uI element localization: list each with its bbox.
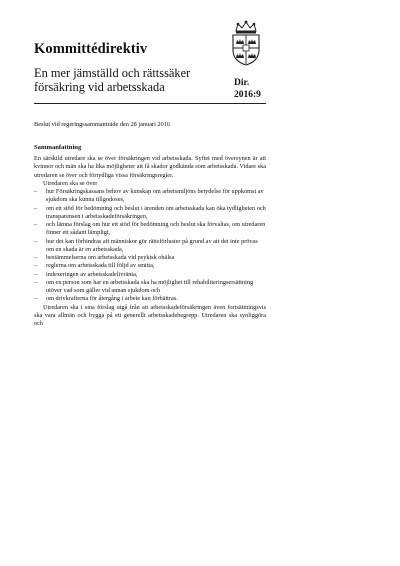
document-title: Kommittédirektiv: [34, 41, 148, 57]
bullet-dash: –: [34, 254, 38, 261]
list-item-text: om drivkrafterna för återgång i arbete kan förbättras.: [46, 295, 178, 303]
bullet-dash: –: [34, 278, 38, 286]
list-item-text: om en person som har en arbetsskada ska ha möjlighet till rehabiliteringsersättning utöver vad som gäller vid annan sjukdom och: [46, 278, 254, 294]
bullet-dash: –: [34, 204, 38, 212]
list-item-text: bestämmelserna om arbetsskada vid psykisk ohälsa: [46, 254, 175, 261]
task-list: [34, 188, 266, 304]
list-item-text: indexeringen av arbetsskadelivräntа,: [46, 270, 138, 278]
summary-heading: Sammanfattning: [34, 144, 82, 151]
bullet-dash: –: [34, 237, 38, 245]
bullet-dash: –: [34, 295, 38, 303]
closing-paragraph: Utredaren ska i sina förslag utgå från att arbetsskadeförsäkringen även fortsättningsvis ska vara allmän och bygga på ett generellt arbetsskadebegrepp. Utredaren ska synliggöra och: [34, 303, 266, 327]
list-item: [34, 295, 266, 303]
list-item-text: hur det kan förhindras att människor gör rättsförluster på grund av att det inte prövas om en skada är en arbetsskada,: [46, 237, 258, 253]
bullet-dash: –: [34, 262, 38, 270]
list-item: [34, 221, 266, 238]
list-item-text: reglerna om arbetsskada till följd av smitta,: [46, 262, 155, 270]
bullet-dash: –: [34, 270, 38, 278]
intro-paragraph: En särskild utredare ska se över försäkringen vid arbetsskada. Syftet med översynen är att kvinnor och män ska ha lika möjligheter att få skador godkända som arbetsskada. Vidare ska utredaren se över och förtydliga vissa försäkringsregler.: [34, 155, 266, 179]
header-divider: [34, 103, 266, 104]
bullet-dash: –: [34, 221, 38, 228]
list-item: [34, 254, 266, 262]
directive-label: Dir.: [234, 78, 250, 88]
list-item: [34, 279, 266, 296]
document-subtitle: En mer jämställd och rättssäker försäkring vid arbetsskada: [34, 66, 191, 94]
bullet-dash: –: [34, 188, 38, 195]
directive-number: [234, 78, 261, 101]
list-item: [34, 262, 266, 270]
decision-line: Beslut vid regeringssammanträde den 28 januari 2016: [34, 121, 171, 128]
summary-body: [34, 155, 266, 328]
task-lead: Utredaren ska se över: [43, 179, 98, 187]
swedish-government-crest-icon: [228, 20, 264, 66]
list-item: [34, 205, 266, 222]
list-item-text: och lämna förslag om hur ett stöd för bedömning och beslut ska förvaltas, om utredaren finner ett sådant lämpligt,: [46, 221, 266, 237]
directive-number-value: 2016:9: [234, 89, 261, 100]
list-item-text: hur Försäkringskassans behov av kunskap om arbetsmiljöns betydelse för uppkomst av sjukdom ska kunna tillgodoses,: [46, 188, 264, 204]
list-item-text: om ett stöd för bedömning och beslut i ärenden om arbetsskada kan öka tydligheten och transparensen i arbetsskadeförsäkringen,: [46, 204, 266, 220]
list-item: [34, 188, 266, 205]
list-item: [34, 238, 266, 255]
list-item: [34, 271, 266, 279]
